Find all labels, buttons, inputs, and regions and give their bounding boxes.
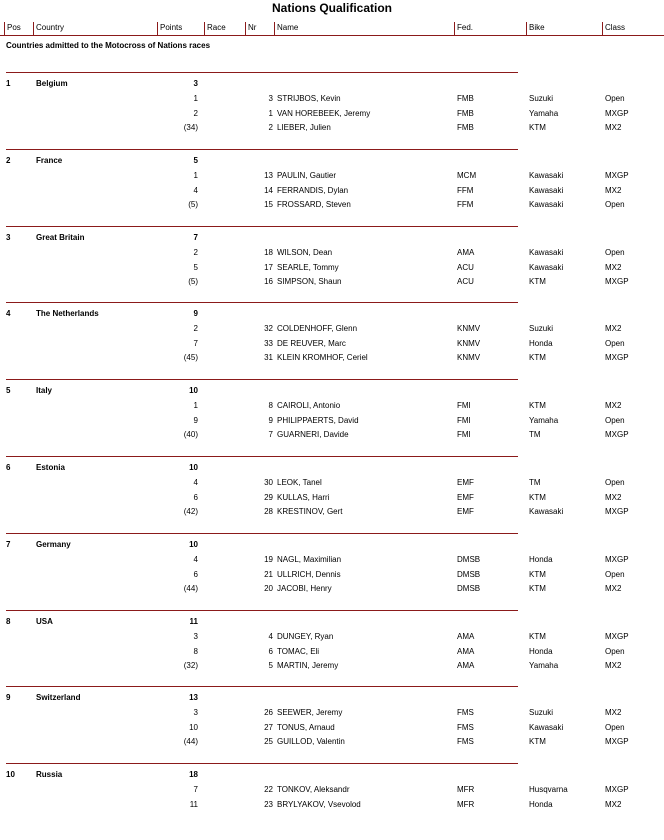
rider-race: 3 [193,632,198,641]
rider-class: Open [605,248,625,257]
rider-row [0,478,664,490]
rider-class: MX2 [605,123,622,132]
rider-bike: KTM [529,632,546,641]
country-name: Switzerland [36,693,81,702]
rider-race: (32) [183,661,198,670]
rider-name: DE REUVER, Marc [277,339,346,348]
rider-bike: Honda [529,647,553,656]
rider-fed: MFR [457,800,475,809]
rider-race: 4 [193,555,198,564]
country-points: 7 [193,233,198,242]
rider-class: MX2 [605,708,622,717]
rider-nr: 18 [264,248,273,257]
country-block [0,610,664,687]
rider-class: Open [605,339,625,348]
country-block [0,763,664,840]
rider-name: COLDENHOFF, Glenn [277,324,358,333]
rider-race: 9 [193,416,198,425]
rider-row [0,339,664,351]
header-name: Name [274,22,455,35]
rider-name: FERRANDIS, Dylan [277,186,349,195]
rider-name: PHILIPPAERTS, David [277,416,359,425]
rider-row [0,507,664,519]
separator-line [6,72,518,73]
country-pos: 3 [6,233,11,242]
rider-race: (42) [183,507,198,516]
rider-row [0,401,664,413]
header-country: Country [33,22,158,35]
country-block [0,72,664,149]
country-name: Italy [36,386,53,395]
country-name: The Netherlands [36,309,99,318]
rider-fed: DMSB [457,555,481,564]
rider-class: Open [605,416,625,425]
column-header-row [0,19,664,36]
rider-bike: Yamaha [529,661,559,670]
separator-line [6,686,518,687]
country-pos: 4 [6,309,11,318]
rider-bike: Kawasaki [529,186,564,195]
rider-bike: KTM [529,277,546,286]
rider-bike: TM [529,430,541,439]
rider-fed: AMA [457,632,475,641]
country-block [0,226,664,303]
rider-nr: 14 [264,186,273,195]
rider-class: MX2 [605,584,622,593]
rider-bike: Honda [529,339,553,348]
rider-race: 3 [193,708,198,717]
rider-fed: AMA [457,661,475,670]
rider-nr: 26 [264,708,273,717]
rider-nr: 13 [264,171,273,180]
rider-race: (40) [183,430,198,439]
country-block [0,149,664,226]
separator-line [6,379,518,380]
rider-bike: KTM [529,123,546,132]
rider-class: MXGP [605,555,629,564]
rider-name: LEOK, Tanel [277,478,322,487]
rider-row [0,277,664,289]
separator-line [6,149,518,150]
rider-row [0,416,664,428]
rider-bike: KTM [529,737,546,746]
country-block [0,379,664,456]
rider-class: MXGP [605,430,629,439]
rider-class: Open [605,570,625,579]
rider-race: 2 [193,109,198,118]
rider-nr: 23 [264,800,273,809]
rider-name: VAN HOREBEEK, Jeremy [277,109,371,118]
rider-nr: 4 [268,632,273,641]
rider-class: Open [605,647,625,656]
rider-nr: 15 [264,200,273,209]
rider-race: 4 [193,186,198,195]
rider-fed: DMSB [457,584,481,593]
rider-fed: EMF [457,507,474,516]
rider-row [0,186,664,198]
country-name: Belgium [36,79,68,88]
rider-class: MXGP [605,277,629,286]
rider-row [0,171,664,183]
rider-row [0,661,664,673]
rider-fed: FMS [457,737,474,746]
rider-fed: FMS [457,708,474,717]
rider-name: GUILLOD, Valentin [277,737,345,746]
rider-race: 10 [189,723,198,732]
rider-nr: 20 [264,584,273,593]
rider-class: MXGP [605,353,629,362]
rider-class: Open [605,94,625,103]
rider-name: TONUS, Arnaud [277,723,335,732]
rider-race: 1 [193,94,198,103]
rider-name: CAIROLI, Antonio [277,401,341,410]
rider-nr: 3 [268,94,273,103]
rider-name: SIMPSON, Shaun [277,277,342,286]
rider-nr: 25 [264,737,273,746]
rider-nr: 19 [264,555,273,564]
header-class: Class [602,22,661,35]
rider-row [0,109,664,121]
rider-row [0,800,664,812]
rider-row [0,737,664,749]
country-points: 10 [189,463,198,472]
rider-bike: Suzuki [529,94,554,103]
rider-name: TONKOV, Aleksandr [277,785,350,794]
rider-name: FROSSARD, Steven [277,200,351,209]
country-name: Great Britain [36,233,85,242]
country-pos: 7 [6,540,11,549]
rider-bike: Kawasaki [529,248,564,257]
rider-bike: Kawasaki [529,723,564,732]
rider-row [0,324,664,336]
rider-race: (34) [183,123,198,132]
country-pos: 6 [6,463,11,472]
rider-class: MX2 [605,263,622,272]
rider-race: (5) [188,200,198,209]
rider-name: GUARNERI, Davide [277,430,349,439]
rider-row [0,200,664,212]
rider-row [0,647,664,659]
rider-race: 2 [193,248,198,257]
rider-bike: Suzuki [529,324,554,333]
rider-fed: MCM [457,171,477,180]
rider-fed: FMI [457,401,471,410]
rider-fed: AMA [457,248,475,257]
header-nr: Nr [245,22,275,35]
rider-bike: Yamaha [529,416,559,425]
separator-line [6,456,518,457]
rider-row [0,94,664,106]
rider-bike: KTM [529,584,546,593]
rider-nr: 31 [264,353,273,362]
rider-nr: 32 [264,324,273,333]
rider-name: KULLAS, Harri [277,493,330,502]
rider-race: 5 [193,263,198,272]
header-points: Points [157,22,205,35]
rider-bike: Yamaha [529,109,559,118]
rider-class: MX2 [605,186,622,195]
country-points: 9 [193,309,198,318]
country-name: Germany [36,540,71,549]
country-name: Estonia [36,463,65,472]
rider-nr: 2 [268,123,273,132]
rider-bike: Kawasaki [529,200,564,209]
rider-bike: Suzuki [529,708,554,717]
rider-race: 6 [193,493,198,502]
rider-bike: Kawasaki [529,507,564,516]
rider-name: TOMAC, Eli [277,647,320,656]
rider-row [0,430,664,442]
rider-race: 7 [193,785,198,794]
rider-name: KRESTINOV, Gert [277,507,343,516]
rider-nr: 30 [264,478,273,487]
rider-fed: FMB [457,94,474,103]
rider-nr: 27 [264,723,273,732]
rider-bike: Honda [529,555,553,564]
rider-nr: 9 [268,416,273,425]
rider-row [0,263,664,275]
rider-class: MXGP [605,785,629,794]
header-fed: Fed. [454,22,527,35]
rider-class: MX2 [605,493,622,502]
country-points: 13 [189,693,198,702]
separator-line [6,763,518,764]
rider-class: MXGP [605,507,629,516]
rider-name: JACOBI, Henry [277,584,332,593]
rider-fed: ACU [457,263,474,272]
rider-fed: FFM [457,186,474,195]
rider-class: MXGP [605,632,629,641]
country-block [0,686,664,763]
rider-bike: KTM [529,353,546,362]
rider-nr: 17 [264,263,273,272]
rider-class: Open [605,723,625,732]
country-block [0,456,664,533]
rider-nr: 22 [264,785,273,794]
rider-name: SEEWER, Jeremy [277,708,343,717]
rider-race: (44) [183,737,198,746]
rider-nr: 8 [268,401,273,410]
rider-nr: 1 [268,109,273,118]
rider-row [0,785,664,797]
rider-race: 7 [193,339,198,348]
rider-name: STRIJBOS, Kevin [277,94,341,103]
country-pos: 9 [6,693,11,702]
rider-name: BRYLYAKOV, Vsevolod [277,800,361,809]
rider-race: 8 [193,647,198,656]
rider-row [0,248,664,260]
country-pos: 10 [6,770,15,779]
rider-row [0,584,664,596]
country-name: USA [36,617,53,626]
country-name: France [36,156,63,165]
country-name: Russia [36,770,63,779]
rider-nr: 29 [264,493,273,502]
rider-class: MXGP [605,171,629,180]
rider-race: 4 [193,478,198,487]
country-block [0,302,664,379]
rider-name: LIEBER, Julien [277,123,331,132]
page-title: Nations Qualification [271,1,392,15]
rider-nr: 28 [264,507,273,516]
rider-class: MX2 [605,324,622,333]
rider-name: KLEIN KROMHOF, Ceriel [277,353,368,362]
header-pos: Pos [4,22,35,35]
rider-bike: Kawasaki [529,263,564,272]
rider-row [0,555,664,567]
rider-fed: EMF [457,493,474,502]
separator-line [6,226,518,227]
rider-race: 1 [193,401,198,410]
rider-fed: KNMV [457,339,481,348]
rider-race: 11 [189,800,198,809]
country-points: 18 [189,770,198,779]
country-pos: 2 [6,156,11,165]
rider-nr: 6 [268,647,273,656]
country-points: 3 [193,79,198,88]
rider-bike: KTM [529,493,546,502]
rider-fed: FMS [457,723,474,732]
rider-fed: FMI [457,430,471,439]
rider-fed: KNMV [457,353,481,362]
rider-name: SEARLE, Tommy [277,263,339,272]
rider-bike: Kawasaki [529,171,564,180]
header-race: Race [204,22,245,35]
rider-race: 6 [193,570,198,579]
rider-class: Open [605,200,625,209]
rider-bike: Husqvarna [529,785,568,794]
rider-race: 2 [193,324,198,333]
country-points: 10 [189,386,198,395]
rider-nr: 21 [264,570,273,579]
rider-bike: Honda [529,800,553,809]
rider-nr: 16 [264,277,273,286]
country-block [0,533,664,610]
rider-fed: MFR [457,785,475,794]
rider-nr: 7 [268,430,273,439]
rider-class: Open [605,478,625,487]
rider-bike: TM [529,478,541,487]
rider-fed: FMI [457,416,471,425]
rider-class: MX2 [605,661,622,670]
rider-fed: FMB [457,123,474,132]
rider-row [0,493,664,505]
country-points: 5 [193,156,198,165]
rider-name: DUNGEY, Ryan [277,632,334,641]
country-pos: 1 [6,79,11,88]
rider-row [0,353,664,365]
rider-name: ULLRICH, Dennis [277,570,341,579]
separator-line [6,302,518,303]
rider-nr: 33 [264,339,273,348]
rider-race: (45) [183,353,198,362]
rider-race: (44) [183,584,198,593]
header-bike: Bike [526,22,603,35]
rider-name: WILSON, Dean [277,248,333,257]
country-points: 10 [189,540,198,549]
separator-line [6,533,518,534]
separator-line [6,610,518,611]
rider-bike: KTM [529,570,546,579]
rider-class: MX2 [605,401,622,410]
rider-race: 1 [193,171,198,180]
rider-class: MXGP [605,109,629,118]
subtitle: Countries admitted to the Motocross of Nations races [6,41,211,50]
rider-row [0,570,664,582]
rider-fed: AMA [457,647,475,656]
rider-row [0,708,664,720]
rider-fed: FFM [457,200,474,209]
rider-fed: EMF [457,478,474,487]
rider-fed: DMSB [457,570,481,579]
rider-row [0,123,664,135]
country-pos: 5 [6,386,11,395]
country-pos: 8 [6,617,11,626]
rider-class: MX2 [605,800,622,809]
rider-row [0,632,664,644]
rider-nr: 5 [268,661,273,670]
rider-race: (5) [188,277,198,286]
rider-name: MARTIN, Jeremy [277,661,339,670]
country-points: 11 [189,617,198,626]
rider-name: NAGL, Maximilian [277,555,342,564]
rider-row [0,723,664,735]
rider-fed: FMB [457,109,474,118]
rider-fed: ACU [457,277,474,286]
rider-class: MXGP [605,737,629,746]
rider-name: PAULIN, Gautier [277,171,336,180]
rider-fed: KNMV [457,324,481,333]
rider-bike: KTM [529,401,546,410]
